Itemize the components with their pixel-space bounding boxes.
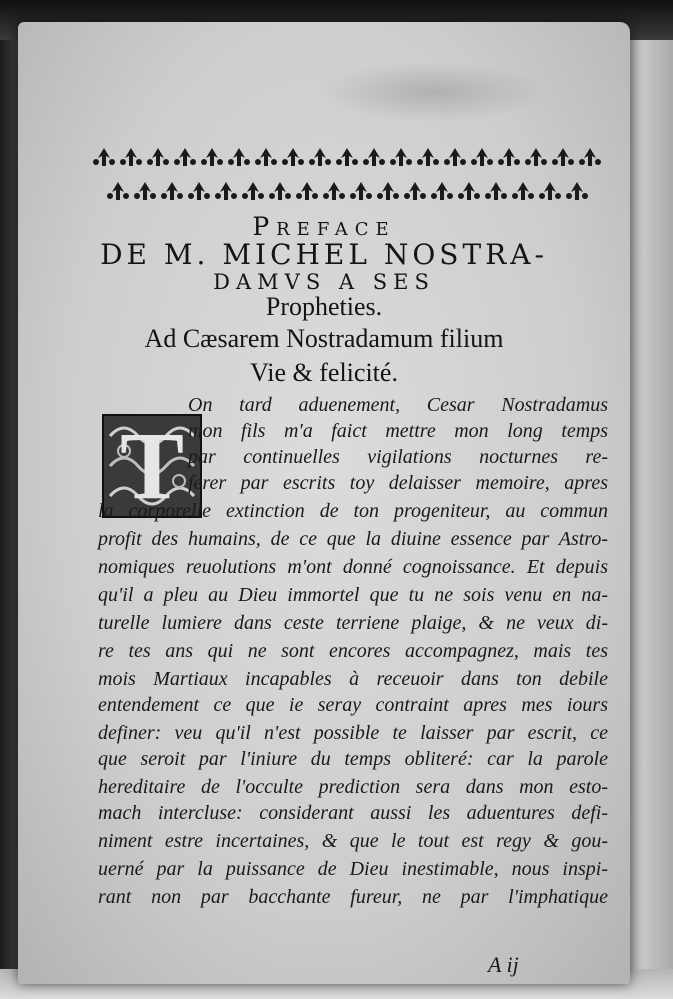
body-line: definer: veu qu'il n'est possible te laisser par escrit, ce bbox=[98, 722, 608, 744]
heading-preface: Preface bbox=[252, 212, 396, 241]
body-line: profit des humains, de ce que la diuine essence par Astro- bbox=[98, 528, 608, 550]
heading-dedication: Ad Cæsarem Nostradamum filium bbox=[144, 324, 504, 353]
heading-greeting: Vie & felicité. bbox=[250, 358, 398, 387]
book-page bbox=[18, 22, 630, 984]
body-line: par continuelles vigilations nocturnes re- bbox=[188, 446, 608, 468]
body-line: mois Martiaux incapables à receuoir dans ton debile bbox=[98, 668, 608, 690]
signature-mark: A ij bbox=[488, 952, 519, 977]
heading-author-line-1: DE M. MICHEL NOSTRA- bbox=[100, 238, 548, 271]
body-line: On tard aduenement, Cesar Nostradamus bbox=[188, 394, 608, 416]
fleuron-ornament-band bbox=[88, 140, 608, 218]
body-line: entendement ce que ie seray contraint apres mes iours bbox=[98, 694, 608, 716]
page-stain bbox=[318, 62, 548, 122]
body-line: niment estre incertaines, & que le tout est regy & gou- bbox=[98, 830, 608, 852]
body-line: mon fils m'a faict mettre mon long temps bbox=[188, 420, 608, 442]
body-line: mach intercluse: considerant aussi les aduentures defi- bbox=[98, 802, 608, 824]
body-line: la corporelle extinction de ton progeniteur, au commun bbox=[98, 500, 608, 522]
initial-letter: T bbox=[119, 412, 185, 519]
body-line: uerné par la puissance de Dieu inestimable, nous inspi- bbox=[98, 858, 608, 880]
body-line: que seroit par l'iniure du temps obliteré: car la parole bbox=[98, 748, 608, 770]
body-line: rant non par bacchante fureur, ne par l'imphatique bbox=[98, 886, 608, 908]
body-line: hereditaire de l'occulte prediction sera dans mon esto- bbox=[98, 776, 608, 798]
body-line: nomiques reuolutions m'ont donné cognoissance. Et depuis bbox=[98, 556, 608, 578]
body-line: turelle lumiere dans ceste terriene plaige, & ne veux di- bbox=[98, 612, 608, 634]
body-line: qu'il a pleu au Dieu immortel que tu ne sois venu en na- bbox=[98, 584, 608, 606]
body-line: re tes ans qui ne sont encores accompagnez, mais tes bbox=[98, 640, 608, 662]
heading-author-line-2: DAMVS A SES bbox=[213, 270, 435, 294]
body-line: ferer par escrits toy delaisser memoire, apres bbox=[188, 472, 608, 494]
heading-propheties: Propheties. bbox=[265, 292, 383, 321]
